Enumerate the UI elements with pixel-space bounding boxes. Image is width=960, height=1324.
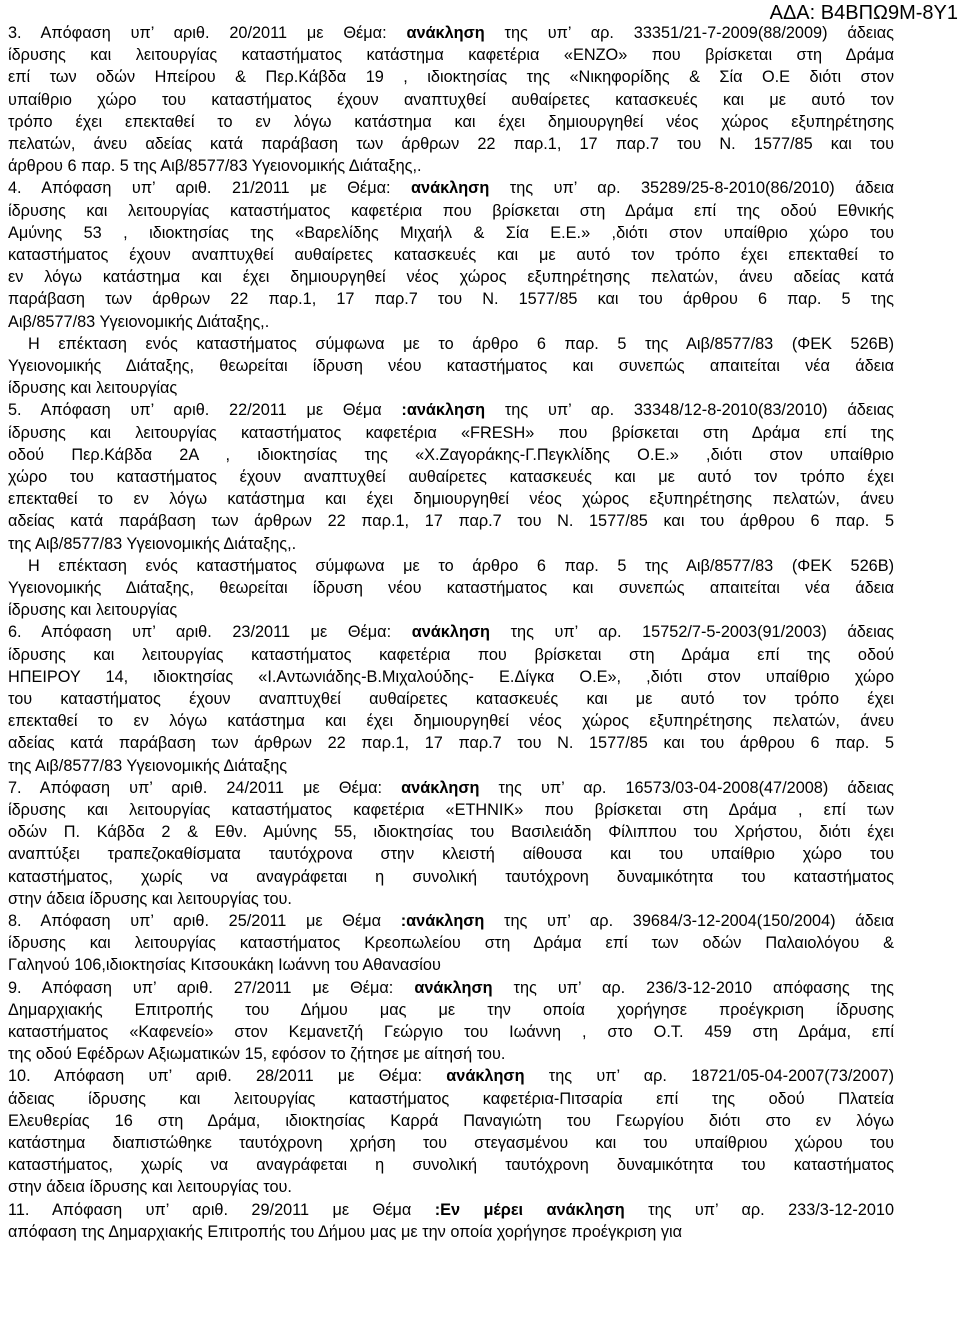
text-line <box>8 288 894 310</box>
text-line <box>8 932 894 954</box>
line-text: στην άδεια ίδρυσης και λειτουργίας του. <box>8 889 292 908</box>
line-text: επεκταθεί το εν λόγω κατάστημα και έχει δημιουργηθεί νέος χώρος εξυπηρέτησης πελατών, άνευ <box>8 490 894 509</box>
text-line <box>8 710 894 732</box>
line-text: ίδρυσης και λειτουργίας καταστήματος καφετέρια που βρίσκεται στη Δράμα επί της οδού Εθνικής <box>8 201 894 220</box>
line-text-continued: της υπ’ αρ. 18721/05-04-2007(73/2007) <box>524 1067 894 1086</box>
line-text: ίδρυσης και λειτουργίας καταστήματος καφετέρια «FRESH» που βρίσκεται στη Δράμα επί της <box>8 423 894 442</box>
line-text-continued: της υπ’ αρ. 33348/12-8-2010(83/2010) άδειας <box>485 401 894 420</box>
line-text: οδών Π. Κάβδα 2 & Εθν. Αμύνης 55, ιδιοκτησίας του Βασιλειάδη Φίλιππου του Χρήστου, διότι έχει <box>8 823 894 842</box>
line-text: Υγειονομικής Διάταξης, θεωρείται ίδρυση νέου καταστήματος και συνεπώς απαιτείται νέα άδεια <box>8 357 894 375</box>
emphasis-text: ανάκληση <box>406 24 485 42</box>
text-line <box>8 1176 894 1198</box>
text-line <box>8 222 894 244</box>
line-text: ΗΠΕΙΡΟΥ 14, ιδιοκτησίας «Ι.Αντωνιάδης-Β.Μιχαλούδης- Ε.Δίγκα Ο.Ε», ,διότι στον υπαίθριο χώρο <box>8 667 894 686</box>
text-line <box>8 266 894 288</box>
text-line <box>8 1021 894 1043</box>
line-text: της Αιβ/8577/83 Υγειονομικής Διάταξης <box>8 756 288 775</box>
line-text: αδείας κατά παράβαση των άρθρων 22 παρ.1, 17 παρ.7 του Ν. 1577/85 και του άρθρου 6 παρ. 5 <box>8 734 894 753</box>
text-line <box>8 510 894 532</box>
text-line <box>8 777 894 799</box>
text-line <box>8 488 894 510</box>
text-line <box>8 1065 894 1087</box>
text-line <box>8 1221 894 1243</box>
text-line <box>8 999 894 1021</box>
line-text: άδειας ίδρυσης και λειτουργίας καταστήματος καφετέρια-Πιτσαρία επί της οδού Πλατεία <box>8 1089 894 1108</box>
line-text: Αιβ/8577/83 Υγειονομικής Διάταξης,. <box>8 312 270 331</box>
text-line <box>8 821 894 843</box>
line-text: χώρο του καταστήματος έχουν αναπτυχθεί αυθαίρετες κατασκευές και με αυτό τον τρόπο έχει <box>8 468 894 486</box>
line-text: Η επέκταση ενός καταστήματος σύμφωνα με το άρθρο 6 παρ. 5 της Αιβ/8577/83 (ΦΕΚ 526Β) <box>28 334 894 353</box>
line-text: κατάστημα διαπιστώθηκε ταυτόχρονη χρήση του στεγασμένου και του υπαίθριου χώρου του <box>8 1134 894 1152</box>
text-line <box>8 732 894 754</box>
text-line <box>8 843 894 865</box>
text-line <box>8 66 894 88</box>
text-line <box>8 466 894 488</box>
emphasis-text: :ανάκληση <box>401 401 486 420</box>
text-line <box>8 1132 894 1154</box>
text-line <box>8 355 894 377</box>
text-line <box>8 910 894 932</box>
line-text-continued: της υπ’ αρ. 16573/03-04-2008(47/2008) άδειας <box>479 778 894 797</box>
text-line <box>8 577 894 599</box>
line-text: 6. Απόφαση υπ’ αριθ. 23/2011 με Θέμα: <box>8 623 412 642</box>
line-text: πελατών, άνευ αδείας κατά παράβαση των άρθρων 22 παρ.1, 17 παρ.7 του Ν. 1577/85 και του <box>8 135 894 153</box>
line-text: επί των οδών Ηπείρου & Περ.Κάβδα 19 , ιδιοκτησίας της «Νικηφορίδης & Σία Ο.Ε διότι στον <box>8 68 894 87</box>
text-line <box>8 1110 894 1132</box>
text-line <box>8 311 894 333</box>
text-line <box>8 444 894 466</box>
emphasis-text: ανάκληση <box>414 978 493 997</box>
text-line <box>8 133 894 155</box>
line-text: της Αιβ/8577/83 Υγειονομικής Διάταξης,. <box>8 534 297 553</box>
text-line <box>8 89 894 111</box>
line-text-continued: της υπ’ αρ. 39684/3-12-2004(150/2004) άδεια <box>484 912 894 930</box>
text-line <box>8 44 894 66</box>
line-text: τρόπο έχει επεκταθεί το εν λόγω κατάστημα και έχει δημιουργηθεί νέος χώρος εξυπηρέτησης <box>8 112 894 131</box>
line-text: 7. Απόφαση υπ’ αριθ. 24/2011 με Θέμα: <box>8 778 402 797</box>
emphasis-text: ανάκληση <box>446 1067 525 1086</box>
line-text: ίδρυσης και λειτουργίας <box>8 379 178 398</box>
line-text: καταστήματος, χωρίς να αναγράφεται η συνολική ταυτόχρονη δυναμικότητα του καταστήματος <box>8 867 894 886</box>
text-line <box>8 599 894 621</box>
text-line <box>8 111 894 133</box>
line-text-continued: της υπ’ αρ. 33351/21-7-2009(88/2009) άδειας <box>484 24 894 42</box>
text-line <box>8 22 894 44</box>
line-text: 4. Απόφαση υπ’ αριθ. 21/2011 με Θέμα: <box>8 179 412 198</box>
line-text: επεκταθεί το εν λόγω κατάστημα και έχει δημιουργηθεί νέος χώρος εξυπηρέτησης πελατών, άνευ <box>8 712 894 731</box>
line-text: Δημαρχιακής Επιτροπής του Δήμου μας με την οποία χορήγησε προέγκριση ίδρυσης <box>8 1000 894 1019</box>
text-line <box>8 977 894 999</box>
emphasis-text: :ανάκληση <box>400 912 485 930</box>
line-text: αδείας κατά παράβαση των άρθρων 22 παρ.1, 17 παρ.7 του Ν. 1577/85 και του άρθρου 6 παρ. 5 <box>8 512 894 531</box>
line-text: Υγειονομικής Διάταξης, θεωρείται ίδρυση νέου καταστήματος και συνεπώς απαιτείται νέα άδεια <box>8 579 894 597</box>
text-line <box>8 177 894 199</box>
line-text: υπαίθριο χώρο του καταστήματος έχουν αναπτυχθεί αυθαίρετες κατασκευές και με αυτό τον <box>8 90 894 109</box>
line-text: ίδρυσης και λειτουργίας καταστήματος Κρεοπωλείου στη Δράμα επί των οδών Παλαιολόγου & <box>8 934 894 953</box>
line-text: ίδρυσης και λειτουργίας <box>8 601 178 620</box>
line-text: Η επέκταση ενός καταστήματος σύμφωνα με το άρθρο 6 παρ. 5 της Αιβ/8577/83 (ΦΕΚ 526Β) <box>28 556 894 575</box>
line-text: 11. Απόφαση υπ’ αριθ. 29/2011 με Θέμα <box>8 1200 435 1219</box>
line-text: παράβαση των άρθρων 22 παρ.1, 17 παρ.7 του Ν. 1577/85 και του άρθρου 6 παρ. 5 της <box>8 290 894 309</box>
line-text-continued: της υπ’ αρ. 35289/25-8-2010(86/2010) άδεια <box>489 179 894 198</box>
line-text: του καταστήματος έχουν αναπτυχθεί αυθαίρετες κατασκευές και με αυτό τον τρόπο έχει <box>8 690 894 708</box>
line-text: ίδρυσης και λειτουργίας καταστήματος καφετέρια «ETHNIK» που βρίσκεται στη Δράμα , επί των <box>8 801 894 819</box>
text-line <box>8 399 894 421</box>
text-line <box>8 666 894 688</box>
line-text: 5. Απόφαση υπ’ αριθ. 22/2011 με Θέμα <box>8 401 402 420</box>
text-line <box>8 888 894 910</box>
line-text-continued: της υπ’ αρ. 236/3-12-2010 απόφασης της <box>492 978 894 997</box>
text-line <box>28 555 894 577</box>
emphasis-text: :Εν μέρει ανάκληση <box>434 1200 625 1219</box>
line-text: Γαληνού 106,ιδιοκτησίας Κιτσουκάκη Ιωάννη του Αθανασίου <box>8 956 441 975</box>
line-text: απόφαση της Δημαρχιακής Επιτροπής του Δήμου μας με την οποία χορήγησε προέγκριση για <box>8 1222 683 1241</box>
text-line <box>8 1154 894 1176</box>
text-line <box>8 422 894 444</box>
text-line <box>8 200 894 222</box>
text-line <box>8 377 894 399</box>
line-text: 3. Απόφαση υπ’ αριθ. 20/2011 με Θέμα: <box>8 24 407 42</box>
text-line <box>8 799 894 821</box>
line-text: ίδρυσης και λειτουργίας καταστήματος καφετέρια που βρίσκεται στη Δράμα επί της οδού <box>8 645 894 664</box>
text-line <box>8 688 894 710</box>
text-line <box>8 1088 894 1110</box>
line-text: Ελευθερίας 16 στη Δράμα, ιδιοκτησίας Καρρά Παναγιώτη του Γεωργίου διότι στο εν λόγω <box>8 1111 894 1130</box>
text-line <box>8 866 894 888</box>
line-text: καταστήματος «Καφενείο» στον Κεμανετζή Γεώργιο του Ιωάννη , στο Ο.Τ. 459 στη Δράμα, επί <box>8 1023 894 1041</box>
line-text: Αμύνης 53 , ιδιοκτησίας της «Βαρελίδης Μιχαήλ & Σία Ε.Ε.» ,διότι στον υπαίθριο χώρο του <box>8 223 894 242</box>
emphasis-text: ανάκληση <box>411 179 490 198</box>
text-line <box>28 333 894 355</box>
line-text: 10. Απόφαση υπ’ αριθ. 28/2011 με Θέμα: <box>8 1067 447 1086</box>
line-text: εν λόγω κατάστημα και έχει δημιουργηθεί νέος χώρος εξυπηρέτησης πελατών, άνευ αδείας κατά <box>8 268 894 287</box>
emphasis-text: ανάκληση <box>401 778 480 797</box>
line-text: καταστήματος έχουν αναπτυχθεί αυθαίρετες κατασκευές και με αυτό τον τρόπο έχει επεκταθεί το <box>8 246 894 264</box>
text-line <box>8 155 894 177</box>
text-line <box>8 533 894 555</box>
text-line <box>8 621 894 643</box>
text-line <box>8 755 894 777</box>
line-text: οδού Περ.Κάβδα 2Α , ιδιοκτησίας της «Χ.Ζαγοράκης-Γ.Πεγκλίδης Ο.Ε.» ,διότι στον υπαίθριο <box>8 445 894 464</box>
line-text: της οδού Εφέδρων Αξιωματικών 15, εφόσον το ζήτησε με αίτησή του. <box>8 1045 506 1064</box>
text-line <box>8 644 894 666</box>
text-line <box>8 954 894 976</box>
line-text: 9. Απόφαση υπ’ αριθ. 27/2011 με Θέμα: <box>8 978 415 997</box>
emphasis-text: ανάκληση <box>411 623 490 642</box>
line-text: 8. Απόφαση υπ’ αριθ. 25/2011 με Θέμα <box>8 912 401 930</box>
line-text-continued: της υπ’ αρ. 15752/7-5-2003(91/2003) άδειας <box>489 623 894 642</box>
text-line <box>8 1199 894 1221</box>
text-line <box>8 244 894 266</box>
line-text: άρθρου 6 παρ. 5 της Αιβ/8577/83 Υγειονομικής Διάταξης,. <box>8 157 422 176</box>
ada-code: ΑΔΑ: Β4ΒΠΩ9Μ-8Υ1 <box>769 2 958 24</box>
line-text: καταστήματος, χωρίς να αναγράφεται η συνολική ταυτόχρονη δυναμικότητα του καταστήματος <box>8 1156 894 1175</box>
line-text: αναπτύξει τραπεζοκαθίσματα ταυτόχρονα στην κλειστή αίθουσα και του υπαίθριο χώρο του <box>8 845 894 864</box>
line-text: στην άδεια ίδρυσης και λειτουργίας του. <box>8 1178 292 1197</box>
line-text-continued: της υπ’ αρ. 233/3-12-2010 <box>624 1200 894 1219</box>
text-line <box>8 1043 894 1065</box>
line-text: ίδρυσης και λειτουργίας καταστήματος κατάστημα καφετέρια «ΕΝΖΟ» που βρίσκεται στη Δράμα <box>8 46 894 65</box>
